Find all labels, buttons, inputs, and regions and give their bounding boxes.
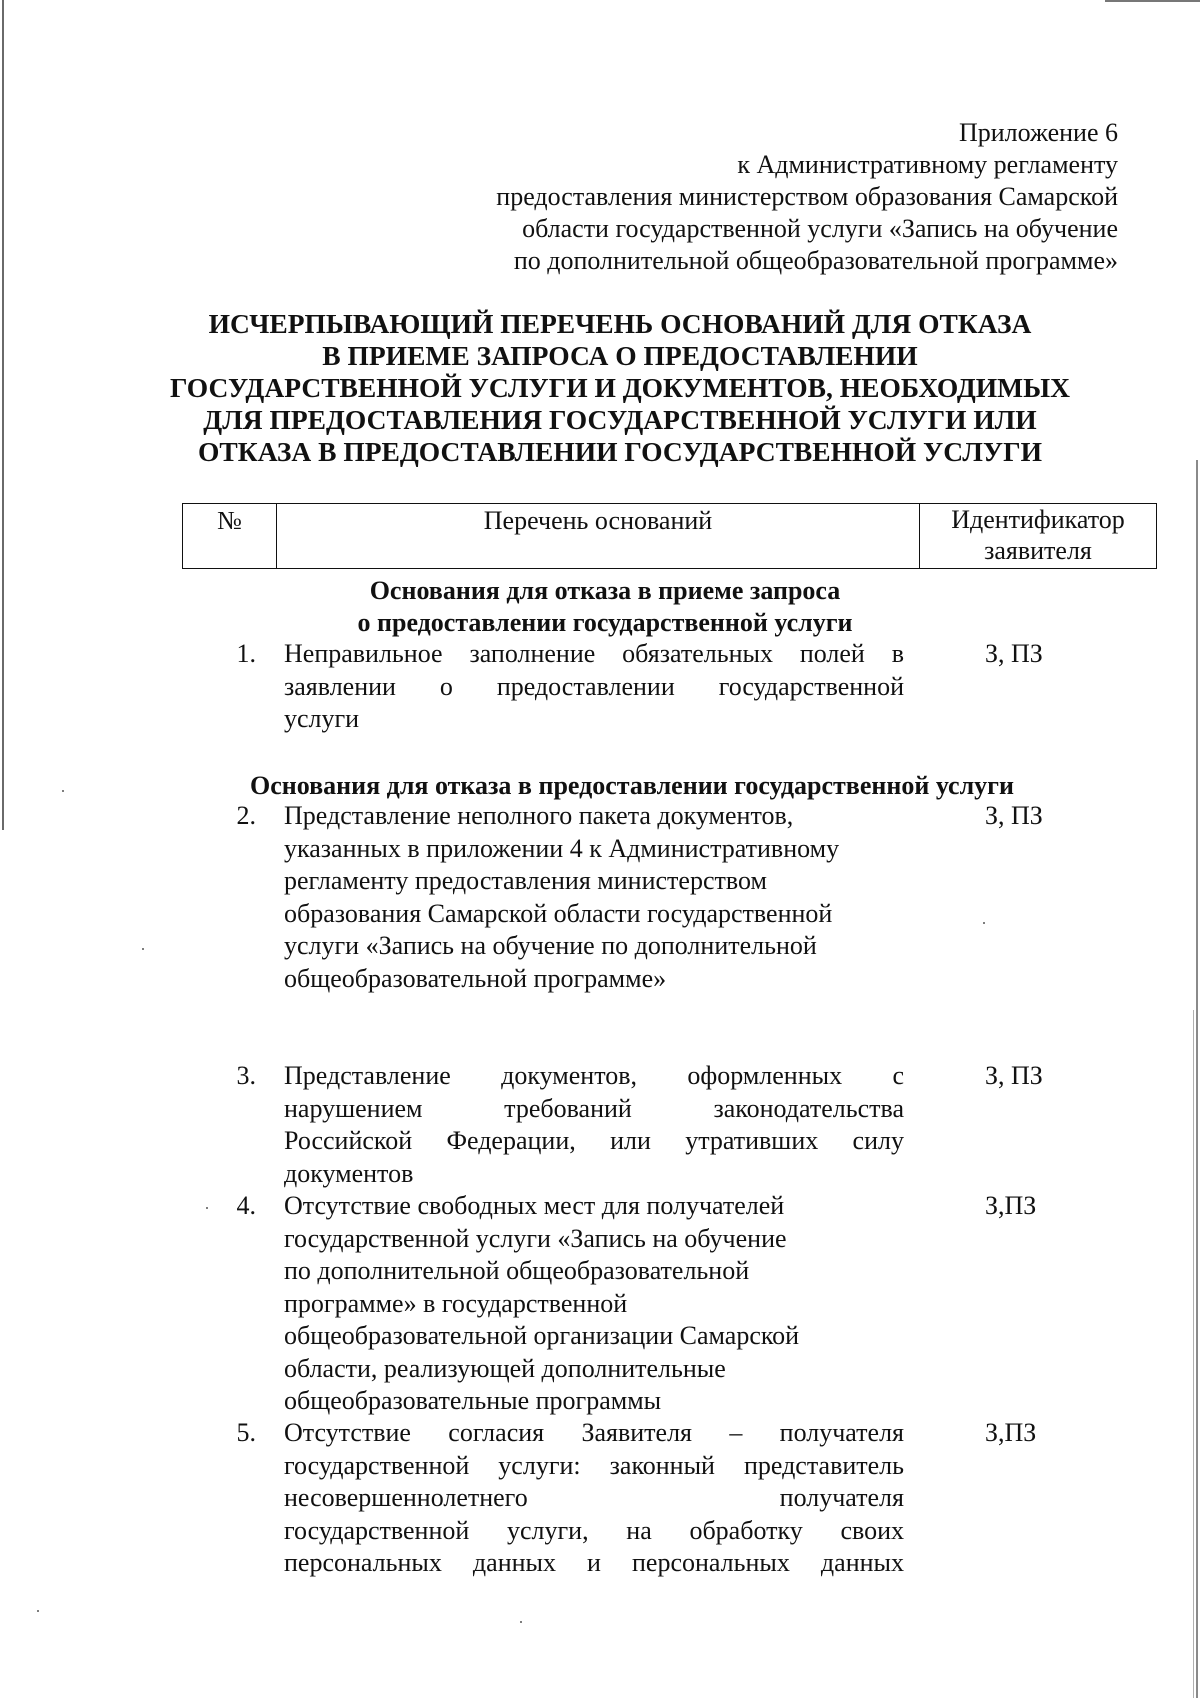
title-line: ИСЧЕРПЫВАЮЩИЙ ПЕРЕЧЕНЬ ОСНОВАНИЙ ДЛЯ ОТКАЗА bbox=[208, 308, 1032, 339]
scan-speck bbox=[520, 1621, 522, 1623]
row-text-line: государственной услуги «Запись на обучение bbox=[284, 1223, 787, 1253]
row-text bbox=[284, 1190, 904, 1418]
row-text-line: области, реализующей дополнительные bbox=[284, 1353, 726, 1383]
row-text-line: программе» в государственной bbox=[284, 1288, 628, 1318]
scan-edge-right bbox=[1196, 460, 1198, 1698]
row-text-line: несовершеннолетнего получателя bbox=[284, 1483, 904, 1512]
header-cell-number: № bbox=[183, 504, 277, 568]
row-identifier: З, ПЗ bbox=[985, 1061, 1043, 1090]
row-text-line: общеобразовательной программе» bbox=[284, 963, 667, 993]
header-cell-identifier bbox=[920, 504, 1156, 568]
row-number: 5. bbox=[236, 1418, 256, 1447]
row-text-line: заявлении о предоставлении государственной bbox=[284, 671, 904, 701]
section-heading-line: о предоставлении государственной услуги bbox=[357, 608, 853, 637]
row-text-line: государственной услуги: законный представитель bbox=[284, 1450, 904, 1480]
header-identifier-line2: заявителя bbox=[984, 536, 1092, 565]
scan-speck bbox=[62, 790, 64, 792]
row-text bbox=[284, 1417, 904, 1580]
table-header bbox=[182, 503, 1157, 569]
header-identifier-line1: Идентификатор bbox=[951, 505, 1125, 534]
row-text-line: государственной услуги, на обработку своих bbox=[284, 1515, 904, 1545]
title-line: ГОСУДАРСТВЕННОЙ УСЛУГИ И ДОКУМЕНТОВ, НЕОБХОДИМЫХ bbox=[170, 372, 1070, 403]
row-text-line: образования Самарской области государственной bbox=[284, 898, 833, 928]
row-number: 1. bbox=[236, 639, 256, 668]
row-text-line: общеобразовательные программы bbox=[284, 1386, 662, 1415]
appendix-line: к Административному регламенту bbox=[737, 150, 1118, 179]
row-text-line: документов bbox=[284, 1158, 414, 1188]
appendix-line: предоставления министерством образования Самарской bbox=[496, 182, 1118, 211]
scan-speck bbox=[37, 1610, 39, 1612]
row-text-line: услуги «Запись на обучение по дополнительной bbox=[284, 931, 817, 960]
row-number: 4. bbox=[236, 1191, 256, 1220]
row-text-line: нарушением требований законодательства bbox=[284, 1093, 904, 1123]
row-text-line: Отсутствие свободных мест для получателей bbox=[284, 1191, 785, 1220]
document-title bbox=[120, 308, 1120, 468]
appendix-line: области государственной услуги «Запись на обучение bbox=[522, 214, 1118, 243]
row-identifier: З, ПЗ bbox=[985, 801, 1043, 830]
appendix-line: Приложение 6 bbox=[958, 118, 1118, 147]
row-text-line: указанных в приложении 4 к Административному bbox=[284, 833, 840, 863]
title-line: ОТКАЗА В ПРЕДОСТАВЛЕНИИ ГОСУДАРСТВЕННОЙ УСЛУГИ bbox=[198, 436, 1042, 467]
row-text-line: Российской Федерации, или утративших силу bbox=[284, 1126, 904, 1155]
header-cell-list: Перечень оснований bbox=[277, 504, 920, 568]
scan-edge-top bbox=[1105, 0, 1200, 2]
row-text-line: Отсутствие согласия Заявителя – получателя bbox=[284, 1418, 904, 1447]
row-text bbox=[284, 638, 904, 736]
row-text-line: по дополнительной общеобразовательной bbox=[284, 1256, 750, 1285]
row-text-line: Неправильное заполнение обязательных полей в bbox=[284, 639, 904, 668]
row-text bbox=[284, 1060, 904, 1190]
row-number: 3. bbox=[236, 1061, 256, 1090]
title-line: В ПРИЕМЕ ЗАПРОСА О ПРЕДОСТАВЛЕНИИ bbox=[322, 340, 918, 371]
row-text-line: Представление неполного пакета документов, bbox=[284, 801, 794, 830]
row-text-line: Представление документов, оформленных с bbox=[284, 1061, 904, 1090]
scan-edge-right-inner bbox=[1193, 1010, 1194, 1698]
section-heading-reception-refusal bbox=[285, 575, 925, 639]
section-heading-service-refusal: Основания для отказа в предоставлении государственной услуги bbox=[250, 771, 1014, 800]
section-heading-line: Основания для отказа в приеме запроса bbox=[369, 576, 841, 605]
scan-speck bbox=[206, 1207, 208, 1209]
row-text bbox=[284, 800, 904, 995]
scan-edge-left bbox=[2, 0, 4, 830]
appendix-header bbox=[496, 117, 1118, 277]
row-identifier: З,ПЗ bbox=[985, 1418, 1037, 1447]
row-identifier: З,ПЗ bbox=[985, 1191, 1037, 1220]
row-identifier: З, ПЗ bbox=[985, 639, 1043, 668]
scan-speck bbox=[983, 922, 985, 924]
title-line: ДЛЯ ПРЕДОСТАВЛЕНИЯ ГОСУДАРСТВЕННОЙ УСЛУГИ ИЛИ bbox=[203, 404, 1037, 435]
appendix-line: по дополнительной общеобразовательной программе» bbox=[513, 246, 1118, 275]
scan-speck bbox=[142, 948, 144, 950]
row-text-line: общеобразовательной организации Самарской bbox=[284, 1321, 800, 1350]
row-text-line: услуги bbox=[284, 704, 360, 733]
row-text-line: регламенту предоставления министерством bbox=[284, 866, 767, 895]
row-number: 2. bbox=[236, 801, 256, 830]
row-text-line: персональных данных и персональных данных bbox=[284, 1548, 904, 1577]
